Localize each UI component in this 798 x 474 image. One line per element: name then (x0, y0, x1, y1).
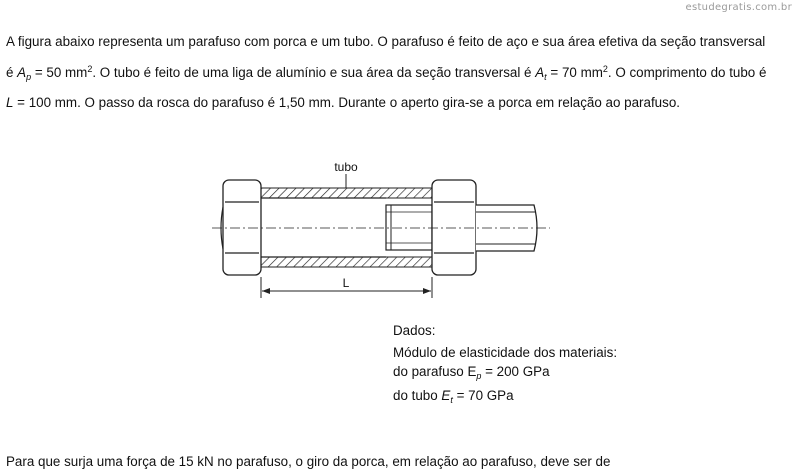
tube-label: tubo (334, 160, 358, 174)
tube-modulus: do tubo $E_t = 70$ GPa (393, 388, 514, 405)
bolt-modulus: do parafuso $E_p = 200$ GPa (393, 364, 550, 381)
tube-bottom-wall (261, 257, 433, 267)
tube-top-wall (261, 188, 433, 198)
given-data-title: Dados: (393, 323, 436, 338)
question-text: Para que surja uma força de 15 kN no parafuso, o giro da porca, em relação ao parafuso, deve ser de (6, 454, 611, 469)
bolt-head (221, 180, 261, 275)
watermark: estudegratis.com.br (685, 2, 792, 13)
nut (432, 180, 478, 275)
bolt-tube-figure (0, 150, 798, 320)
problem-line-1: A figura abaixo representa um parafuso com porca e um tubo. O parafuso é feito de aço e sua área efetiva da seção transversal (6, 34, 766, 49)
length-label: L (342, 276, 350, 290)
modulus-heading: Módulo de elasticidade dos materiais: (393, 345, 618, 360)
given-data (393, 321, 617, 410)
problem-line-3: L = 100 mm. O passo da rosca do parafuso é 1,50 mm. Durante o aperto gira-se a porca em relação ao parafuso. (6, 95, 680, 110)
problem-line-2: é $A_p = 50$ $mm^2$. O tubo é feito de uma liga de alumínio e sua área da seção transversal é $A_t = 70$ $mm^2$. O comprimento do tubo é (6, 64, 767, 82)
